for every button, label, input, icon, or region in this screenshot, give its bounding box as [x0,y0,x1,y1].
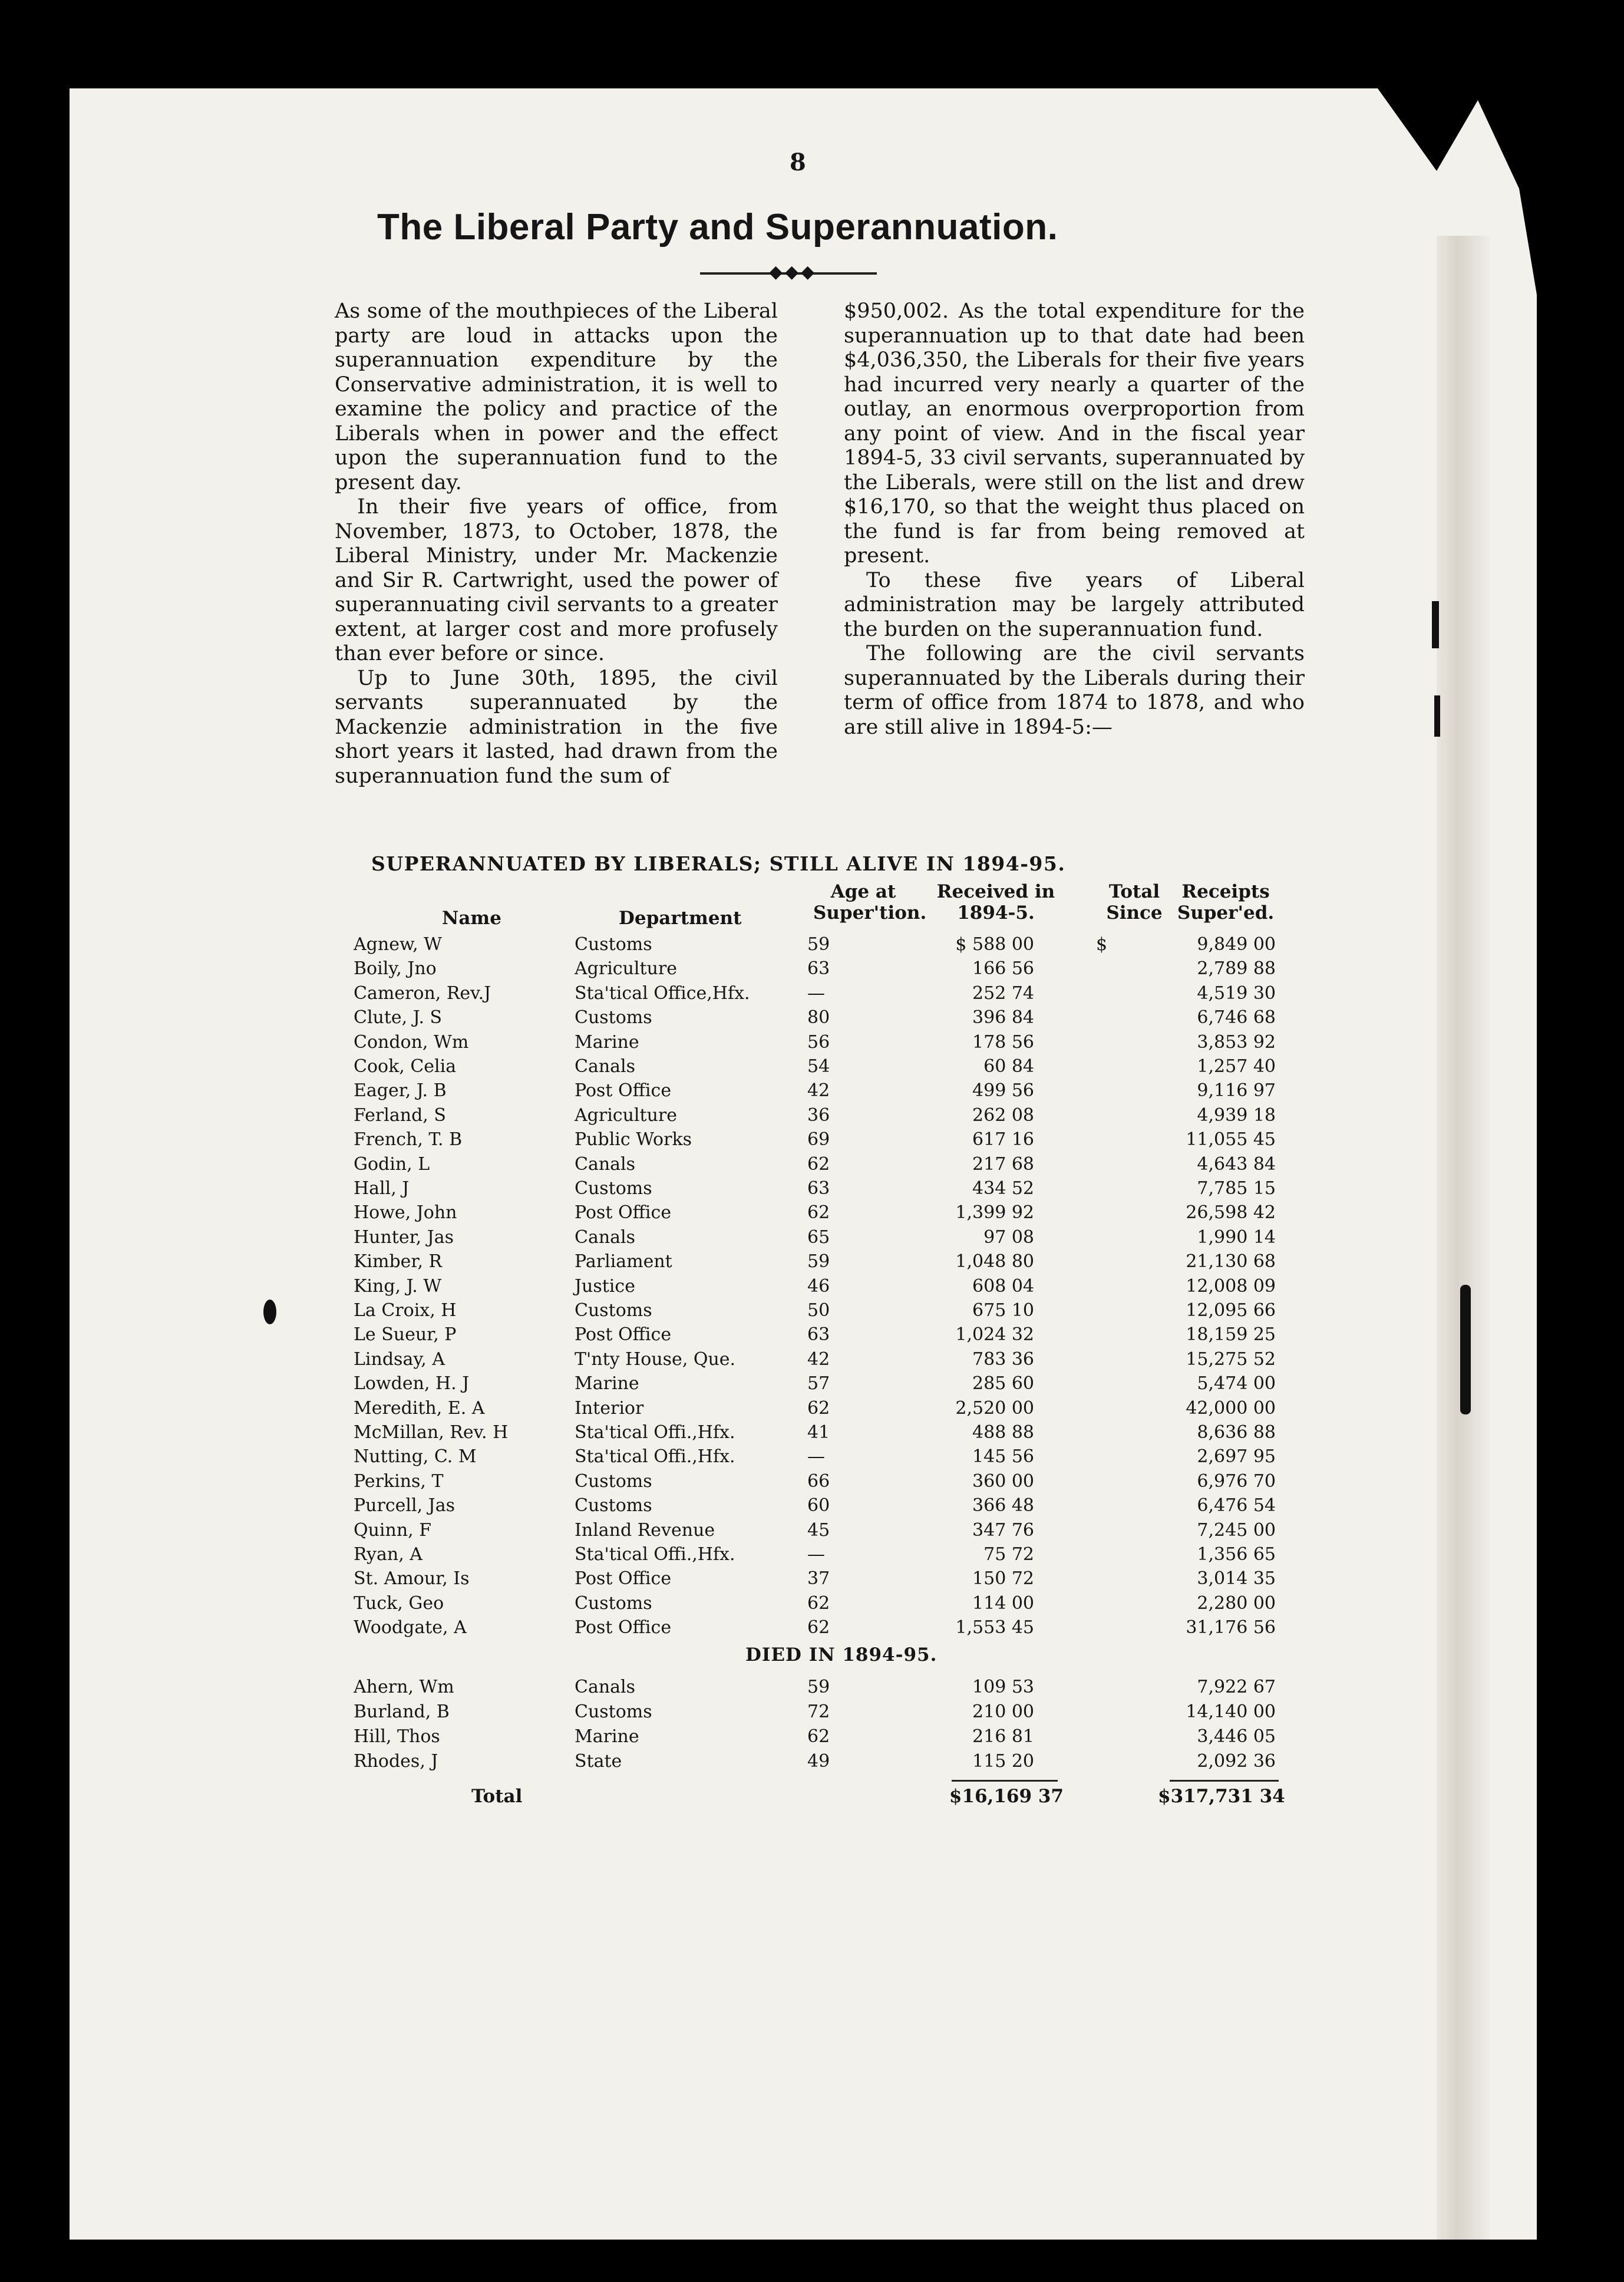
cell-received: 150 72 [972,1568,1034,1590]
cell-receipts: 26,598 42 [1186,1202,1276,1224]
cell-department: Public Works [575,1129,692,1150]
cell-department: Customs [575,1592,652,1614]
total-received: $16,169 37 [949,1786,1064,1807]
cell-department: Sta'tical Offi.,Hfx. [575,1446,735,1468]
cell-name: French, T. B [354,1129,463,1150]
cell-received: 434 52 [972,1178,1034,1199]
cell-name: Hunter, Jas [354,1226,454,1248]
cell-received: 360 00 [972,1470,1034,1492]
cell-department: Customs [575,1178,652,1199]
cell-age: 62 [807,1617,830,1638]
cell-received: 75 72 [983,1544,1034,1565]
cell-name: Hill, Thos [354,1726,440,1747]
cell-age: 36 [807,1104,830,1126]
cell-receipts: 9,116 97 [1197,1080,1276,1102]
cell-receipts: 5,474 00 [1197,1373,1276,1394]
cell-receipts: 2,280 00 [1197,1592,1276,1614]
cell-name: King, J. W [354,1275,442,1297]
cell-department: Marine [575,1373,639,1394]
cell-received: 114 00 [972,1592,1034,1614]
total-label: Total [471,1786,523,1807]
cell-received: 1,048 80 [955,1251,1034,1272]
page-number: 8 [790,149,806,176]
cell-received: 166 56 [972,958,1034,980]
cell-received: 499 56 [972,1080,1034,1102]
cell-receipts: 1,990 14 [1197,1226,1276,1248]
cell-department: Interior [575,1397,644,1419]
cell-age: 62 [807,1153,830,1175]
cell-department: Inland Revenue [575,1519,715,1541]
cell-age: 46 [807,1275,830,1297]
cell-name: Woodgate, A [354,1617,467,1638]
cell-department: Post Office [575,1568,672,1590]
cell-receipts: 3,014 35 [1197,1568,1276,1590]
header-total: Total Since [1106,881,1163,924]
cell-age: 80 [807,1007,830,1028]
cell-received: 608 04 [972,1275,1034,1297]
cell-name: Kimber, R [354,1251,443,1272]
cell-name: Burland, B [354,1701,450,1722]
header-department: Department [619,908,742,929]
ink-mark [263,1300,276,1324]
cell-age: 42 [807,1348,830,1370]
right-column [844,299,1305,740]
cell-name: Ferland, S [354,1104,446,1126]
cell-receipts: 7,922 67 [1197,1677,1276,1697]
cell-age: 63 [807,1324,830,1346]
cell-name: St. Amour, Is [354,1568,470,1590]
cell-age: 37 [807,1568,830,1590]
page-title: The Liberal Party and Superannuation. [377,207,1058,248]
cell-receipts: 18,159 25 [1186,1324,1276,1346]
header-received: Received in 1894-5. [936,881,1055,924]
cell-age: 65 [807,1226,830,1248]
cell-received: $ 588 00 [955,934,1034,955]
cell-name: Godin, L [354,1153,430,1175]
cell-name: Lowden, H. J [354,1373,470,1394]
cell-receipts: 9,849 00 [1197,934,1276,955]
cell-department: Post Office [575,1080,672,1102]
cell-name: McMillan, Rev. H [354,1422,509,1443]
cell-receipts: 7,785 15 [1197,1178,1276,1199]
cell-name: Purcell, Jas [354,1495,455,1516]
cell-department: Customs [575,1007,652,1028]
cell-received: 285 60 [972,1373,1034,1394]
cell-department: Canals [575,1153,636,1175]
cell-received: 210 00 [972,1701,1034,1722]
cell-name: Boily, Jno [354,958,437,980]
cell-received: 145 56 [972,1446,1034,1468]
cell-receipts: 6,976 70 [1197,1470,1276,1492]
cell-receipts: 6,746 68 [1197,1007,1276,1028]
cell-receipts: 7,245 00 [1197,1519,1276,1541]
header-name: Name [442,908,501,929]
cell-name: Rhodes, J [354,1751,438,1772]
cell-received: 178 56 [972,1031,1034,1053]
cell-age: 49 [807,1751,830,1772]
left-column [335,299,778,789]
cell-department: Marine [575,1031,639,1053]
total-receipts: $317,731 34 [1158,1786,1285,1807]
cell-department: Canals [575,1226,636,1248]
cell-received: 2,520 00 [955,1397,1034,1419]
cell-name: Le Sueur, P [354,1324,457,1346]
cell-age: 66 [807,1470,830,1492]
cell-received: 262 08 [972,1104,1034,1126]
cell-received: 97 08 [983,1226,1034,1248]
cell-age: 57 [807,1373,830,1394]
cell-received: 1,553 45 [955,1617,1034,1638]
cell-name: La Croix, H [354,1300,457,1321]
cell-department: T'nty House, Que. [575,1348,736,1370]
cell-name: Perkins, T [354,1470,444,1492]
cell-age: 59 [807,1251,830,1272]
cell-department: Customs [575,1495,652,1516]
cell-received: 366 48 [972,1495,1034,1516]
cell-name: Quinn, F [354,1519,432,1541]
cell-age: 42 [807,1080,830,1102]
cell-age: — [807,1544,825,1565]
cell-age: 69 [807,1129,830,1150]
cell-receipts: 3,853 92 [1197,1031,1276,1053]
ink-mark [1460,1285,1471,1414]
cell-age: 62 [807,1397,830,1419]
cell-received: 347 76 [972,1519,1034,1541]
cell-age: 72 [807,1701,830,1722]
cell-receipts: 42,000 00 [1186,1397,1276,1419]
cell-department: Canals [575,1056,636,1077]
sum-rule-receipts [1170,1780,1279,1782]
cell-receipts: 15,275 52 [1186,1348,1276,1370]
paragraph: In their five years of office, from November, 1873, to October, 1878, the Liberal Ministry, under Mr. Mackenzie and Sir R. Cartwright, used the power of superannuating civil servants to a greater extent, at larger cost and more profusely than ever before or since. [335,495,778,665]
cell-name: Nutting, C. M [354,1446,477,1468]
cell-received: 1,024 32 [955,1324,1034,1346]
paragraph: To these five years of Liberal administration may be largely attributed the burden on the superannuation fund. [844,568,1305,641]
cell-received: 109 53 [972,1677,1034,1697]
cell-department: Sta'tical Offi.,Hfx. [575,1422,735,1443]
cell-age: 54 [807,1056,830,1077]
cell-age: 62 [807,1202,830,1224]
cell-department: Agriculture [575,1104,677,1126]
page-crease [1437,236,1490,2240]
cell-received: 217 68 [972,1153,1034,1175]
header-age: Age at Super'tion. [813,881,927,924]
cell-department: Parliament [575,1251,672,1272]
cell-received: 396 84 [972,1007,1034,1028]
cell-receipts: 11,055 45 [1186,1129,1276,1150]
cell-department: Marine [575,1726,639,1747]
cell-receipts: 4,643 84 [1197,1153,1276,1175]
cell-age: 60 [807,1495,830,1516]
cell-department: State [575,1751,622,1772]
cell-name: Condon, Wm [354,1031,469,1053]
ink-mark [1434,695,1440,737]
paragraph: The following are the civil servants superannuated by the Liberals during their term of office from 1874 to 1878, and who are still alive in 1894-5:— [844,642,1305,739]
cell-received: 1,399 92 [955,1202,1034,1224]
cell-name: Ryan, A [354,1544,422,1565]
cell-department: Customs [575,934,652,955]
cell-department: Customs [575,1300,652,1321]
cell-received: 617 16 [972,1129,1034,1150]
cell-department: Justice [575,1275,635,1297]
cell-receipts: 1,356 65 [1197,1544,1276,1565]
cell-department: Canals [575,1677,636,1697]
cell-age: 62 [807,1726,830,1747]
cell-total: $ [1096,934,1108,955]
cell-age: 63 [807,958,830,980]
cell-department: Post Office [575,1617,672,1638]
cell-receipts: 8,636 88 [1197,1422,1276,1443]
cell-age: 62 [807,1592,830,1614]
cell-department: Post Office [575,1202,672,1224]
cell-receipts: 4,939 18 [1197,1104,1276,1126]
died-heading: DIED IN 1894-95. [745,1644,938,1666]
cell-name: Lindsay, A [354,1348,445,1370]
ornament: ◆◆◆ [769,262,817,282]
cell-department: Post Office [575,1324,672,1346]
cell-age: — [807,982,825,1004]
cell-received: 783 36 [972,1348,1034,1370]
cell-name: Tuck, Geo [354,1592,444,1614]
cell-name: Meredith, E. A [354,1397,485,1419]
cell-receipts: 6,476 54 [1197,1495,1276,1516]
cell-name: Clute, J. S [354,1007,443,1028]
cell-department: Customs [575,1701,652,1722]
cell-age: 59 [807,934,830,955]
cell-age: 45 [807,1519,830,1541]
cell-receipts: 1,257 40 [1197,1056,1276,1077]
cell-name: Ahern, Wm [354,1677,454,1697]
cell-department: Agriculture [575,958,677,980]
cell-receipts: 2,092 36 [1197,1751,1276,1772]
cell-receipts: 12,095 66 [1186,1300,1276,1321]
table-title: SUPERANNUATED BY LIBERALS; STILL ALIVE IN 1894-95. [371,852,1066,875]
cell-received: 488 88 [972,1422,1034,1443]
cell-age: 56 [807,1031,830,1053]
cell-age: — [807,1446,825,1468]
cell-name: Howe, John [354,1202,457,1224]
cell-receipts: 14,140 00 [1186,1701,1276,1722]
cell-receipts: 4,519 30 [1197,982,1276,1004]
cell-received: 216 81 [972,1726,1034,1747]
cell-name: Cameron, Rev.J [354,982,491,1004]
header-receipts: Receipts Super'ed. [1177,881,1275,924]
ink-mark [1432,601,1439,648]
cell-receipts: 2,697 95 [1197,1446,1276,1468]
cell-received: 675 10 [972,1300,1034,1321]
cell-department: Sta'tical Offi.,Hfx. [575,1544,735,1565]
cell-name: Agnew, W [354,934,442,955]
paragraph: $950,002. As the total expenditure for the superannuation up to that date had been $4,036,350, the Liberals for their five years had incurred very nearly a quarter of the outlay, an enormous overproportion from any point of view. And in the fiscal year 1894-5, 33 civil servants, superannuated by the Liberals, were still on the list and drew $16,170, so that the weight thus placed on the fund is far from being removed at present. [844,299,1305,568]
cell-receipts: 12,008 09 [1186,1275,1276,1297]
cell-receipts: 21,130 68 [1186,1251,1276,1272]
cell-received: 115 20 [972,1751,1034,1772]
cell-age: 50 [807,1300,830,1321]
cell-age: 59 [807,1677,830,1697]
paragraph: Up to June 30th, 1895, the civil servants superannuated by the Mackenzie administration in the five short years it lasted, had drawn from the superannuation fund the sum of [335,666,778,788]
cell-received: 252 74 [972,982,1034,1004]
sum-rule-received [952,1780,1058,1782]
cell-department: Customs [575,1470,652,1492]
cell-receipts: 31,176 56 [1186,1617,1276,1638]
cell-age: 41 [807,1422,830,1443]
cell-name: Eager, J. B [354,1080,447,1102]
cell-received: 60 84 [983,1056,1034,1077]
cell-name: Hall, J [354,1178,410,1199]
cell-age: 63 [807,1178,830,1199]
cell-receipts: 2,789 88 [1197,958,1276,980]
paragraph: As some of the mouthpieces of the Liberal party are loud in attacks upon the superannuation expenditure by the Conservative administration, it is well to examine the policy and practice of the Liberals when in power and the effect upon the superannuation fund to the present day. [335,299,778,494]
cell-receipts: 3,446 05 [1197,1726,1276,1747]
cell-department: Sta'tical Office,Hfx. [575,982,750,1004]
cell-name: Cook, Celia [354,1056,457,1077]
